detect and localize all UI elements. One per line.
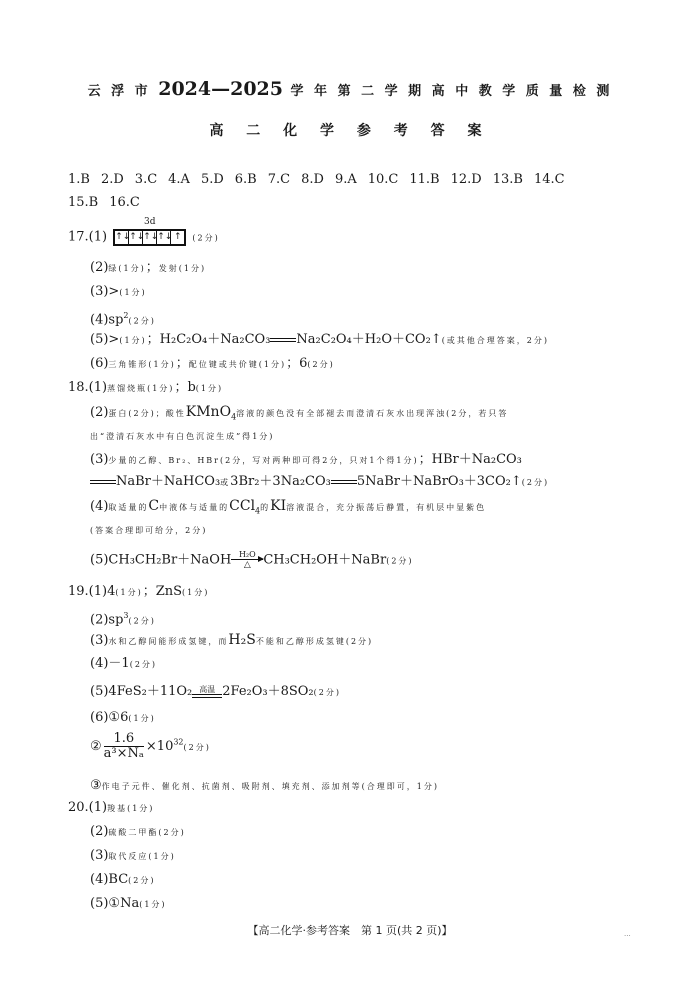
equals-sign: [270, 338, 296, 342]
answer-text: BC: [108, 872, 129, 887]
answer-text: sp: [108, 312, 124, 328]
score: (2分，写对两种即可得2分，只对1个得1分): [220, 456, 419, 465]
q19-part3: [90, 632, 373, 650]
part-number: (5): [90, 332, 109, 347]
answer-text: >: [108, 284, 120, 299]
corner-dots: ...: [624, 930, 631, 938]
part-number: (6): [90, 356, 109, 371]
mcq-answer: 10.C: [367, 172, 399, 187]
page-footer: 【高二化学·参考答案 第 1 页(共 2 页)】: [247, 924, 453, 937]
mcq-row-1: [68, 172, 576, 188]
part-number: (5): [90, 552, 109, 568]
title-term: 学 年 第 二 学 期 高 中 教 学 质 量 检 测: [290, 84, 613, 99]
equation-right: NaBr＋NaHCO₃: [116, 474, 221, 489]
score: (或其他合理答案，2分): [441, 336, 550, 345]
answer-text: ×10: [145, 739, 174, 754]
q19-part6-c: [90, 778, 439, 795]
part-number: (6): [90, 710, 109, 725]
formula: H₂S: [228, 632, 256, 648]
heat-symbol: △: [243, 560, 251, 570]
answer-text: －1: [108, 656, 130, 671]
mcq-answer: 5.D: [200, 172, 224, 187]
score: (2分): [521, 478, 550, 487]
separator: ；: [145, 260, 159, 275]
q19-part6-b: [90, 732, 211, 761]
superscript: 32: [173, 737, 184, 747]
sub-number: ③: [90, 778, 102, 793]
q20-part2: [90, 824, 186, 841]
equation-right: Na₂C₂O₄＋H₂O＋CO₂↑: [296, 332, 442, 347]
answer-text: 绿: [108, 264, 119, 273]
answer-text: ；ZnS: [142, 584, 183, 599]
score: (2分，若只答: [446, 409, 509, 418]
title-years: 2024—2025: [158, 78, 283, 100]
score: (1分): [139, 900, 167, 909]
score: (1分): [128, 714, 156, 723]
high-temp-equals: [192, 685, 222, 698]
score: 1分): [252, 432, 275, 441]
q17-part5: [90, 332, 549, 349]
score: (1分): [115, 588, 143, 597]
subscript: 4: [231, 412, 237, 422]
formula: KMnO: [185, 404, 232, 420]
reaction-condition: H₂O: [238, 550, 256, 559]
separator: ；: [175, 356, 189, 371]
equation-left: ；H₂C₂O₄＋Na₂CO₃: [146, 332, 271, 347]
part-number: (2): [90, 612, 109, 628]
mcq-answer: 15.B: [68, 195, 99, 210]
q19-part5: [90, 684, 341, 701]
part-number: (3): [90, 452, 109, 467]
answer-text: ①Na: [108, 896, 140, 911]
q19-part6: [90, 710, 156, 727]
part-number: (5): [90, 896, 109, 911]
score: (2分): [345, 637, 374, 646]
mcq-row-2: [68, 195, 151, 211]
score: (2分): [307, 360, 335, 369]
equation-right: CH₃CH₂OH＋NaBr: [263, 552, 387, 568]
mcq-answer: 9.A: [334, 172, 357, 187]
formula: KI: [270, 498, 287, 514]
exam-subtitle: 高 二 化 学 参 考 答 案: [209, 123, 491, 139]
score: (答案合理即可给分，2分): [90, 526, 208, 535]
connector-text: 或: [220, 478, 231, 487]
q17-part3: [90, 284, 147, 301]
mcq-answer: 12.D: [450, 172, 482, 187]
score: (2分): [129, 660, 158, 669]
equals-sign: [331, 480, 357, 484]
orbital-box: ↑↓: [143, 232, 159, 242]
answer-text: ；6: [286, 356, 308, 371]
answer-text: 羧基: [107, 804, 128, 813]
score: (2分): [128, 876, 156, 885]
q20-part4: [90, 872, 156, 889]
superscript: 2: [123, 311, 129, 320]
score: (1分): [258, 360, 287, 369]
answer-text: 少量的乙醇、Br₂、HBr: [108, 456, 221, 465]
question-number: 20.(1): [68, 800, 108, 815]
question-number: 17.(1): [68, 229, 108, 245]
score: (2分): [313, 688, 341, 697]
q18-part5: [90, 550, 414, 570]
formula: C: [148, 498, 160, 514]
answer-text: 中液体与适量的: [159, 503, 230, 512]
question-number: 19.(1): [68, 584, 108, 599]
q20-part1: [68, 800, 154, 817]
mcq-answer: 2.D: [100, 172, 124, 187]
q17-part4: [90, 308, 156, 329]
orbital-diagram: [113, 217, 186, 246]
equation-right: 2Fe₂O₃＋8SO₂: [222, 684, 314, 699]
part-number: (2): [90, 260, 109, 275]
part-number: (4): [90, 656, 109, 671]
answer-text: 硫酸二甲酯: [108, 828, 159, 837]
answer-text: 三角锥形: [108, 360, 149, 369]
question-number: 18.(1): [68, 380, 108, 395]
score: (1分): [118, 264, 146, 273]
score: (1分): [178, 264, 207, 273]
q20-part3: [90, 848, 176, 865]
part-number: (4): [90, 499, 109, 514]
score: (合理即可，1分): [361, 782, 439, 791]
score: (1分): [195, 384, 224, 393]
answer-text: ；酸性: [155, 409, 186, 418]
fraction: [104, 732, 144, 761]
q20-part5: [90, 896, 167, 913]
part-number: (4): [90, 872, 109, 887]
orbital-box: ↑↓: [129, 232, 145, 242]
q17-part2: [90, 260, 206, 277]
sub-number: ②: [90, 739, 102, 754]
score: (2分): [192, 233, 220, 243]
mcq-answer: 7.C: [267, 172, 291, 187]
orbital-label: 3d: [143, 217, 156, 227]
answer-text: ；b: [174, 380, 196, 395]
part-number: (3): [90, 284, 109, 299]
score: (1分): [148, 360, 176, 369]
answer-text: 蛋白: [108, 409, 129, 418]
reaction-arrow: [231, 550, 263, 570]
q17-part6: [90, 356, 335, 373]
answer-text: 作电子元件、催化剂、抗菌剂、吸附剂、填充剂、添加剂等: [101, 782, 362, 791]
q18-part2-cont: [90, 428, 274, 445]
answer-text: 不能和乙醇形成氢键: [255, 637, 346, 646]
answer-text: 溶液的颜色没有全部褪去而澄清石灰水出现浑浊: [236, 409, 447, 418]
mcq-answer: 3.C: [134, 172, 158, 187]
reaction-condition: 高温: [199, 685, 216, 694]
score: (1分): [147, 384, 175, 393]
answer-text: 配位键或共价键: [188, 360, 259, 369]
exam-title: [0, 78, 700, 100]
orbital-box: ↑: [173, 232, 182, 242]
part-number: (4): [90, 312, 109, 328]
answer-text: 的: [260, 503, 271, 512]
score: (2分): [128, 316, 156, 326]
answer-text: ①6: [108, 710, 129, 725]
orbital-box: ↑↓: [157, 232, 173, 242]
score: (1分): [182, 588, 210, 597]
score: (2分): [128, 409, 156, 418]
answer-text: 蒸馏烧瓶: [107, 384, 148, 393]
score: (1分): [148, 852, 176, 861]
mcq-answer: 16.C: [109, 195, 140, 210]
score: (2分): [158, 828, 186, 837]
equation-left: 3Br₂＋3Na₂CO₃: [230, 474, 331, 489]
part-number: (2): [90, 405, 109, 420]
part-number: (3): [90, 848, 109, 863]
answer-text: 发射: [158, 264, 179, 273]
q18-part4: [90, 498, 486, 520]
score: (2分): [386, 556, 414, 566]
fraction-denominator: a³×Nₐ: [103, 746, 144, 761]
answer-text: sp: [108, 612, 124, 628]
mcq-answer: 13.B: [492, 172, 523, 187]
answer-text: >: [108, 332, 120, 347]
q18-part4-cont: [90, 522, 207, 539]
equation-left: ；HBr＋Na₂CO₃: [418, 452, 522, 467]
answer-text: 取适量的: [108, 503, 149, 512]
q18-part2: [90, 404, 508, 426]
subscript: 4: [255, 506, 261, 516]
fraction-numerator: 1.6: [104, 732, 144, 747]
score: (1分): [127, 804, 155, 813]
orbital-box: ↑↓: [115, 232, 131, 242]
title-city: 云 浮 市: [87, 84, 151, 99]
answer-text: 取代反应: [108, 852, 149, 861]
q18-part3: [90, 452, 522, 469]
part-number: (3): [90, 633, 109, 648]
q19-part1: [68, 584, 209, 601]
mcq-answer: 11.B: [409, 172, 440, 187]
formula: CCl: [229, 498, 256, 514]
part-number: (2): [90, 824, 109, 839]
score: (2分): [183, 743, 211, 752]
q18-part3-cont: [90, 474, 549, 491]
mcq-answer: 8.D: [301, 172, 324, 187]
mcq-answer: 6.B: [234, 172, 257, 187]
q19-part4: [90, 656, 157, 673]
q19-part2: [90, 608, 156, 629]
answer-text: 4: [107, 584, 116, 599]
equation-right: 5NaBr＋NaBrO₃＋3CO₂↑: [356, 474, 522, 489]
part-number: (5): [90, 684, 109, 699]
equation-left: CH₃CH₂Br＋NaOH: [108, 552, 232, 568]
mcq-answer: 1.B: [68, 172, 90, 187]
score: (1分): [119, 336, 147, 345]
score: (1分): [119, 288, 147, 297]
answer-text: 水和乙醇间能形成氢键，而: [108, 637, 229, 646]
superscript: 3: [123, 611, 129, 620]
answer-text: 溶液混合，充分振荡后静置，有机层中显紫色: [286, 503, 487, 512]
q18-part1: [68, 380, 223, 397]
equals-sign: [90, 480, 116, 484]
answer-text: 出“澄清石灰水中有白色沉淀生成”得: [90, 432, 253, 441]
q17-part1: [68, 217, 220, 247]
mcq-answer: 4.A: [168, 172, 190, 187]
equation-left: 4FeS₂＋11O₂: [108, 684, 193, 699]
score: (2分): [128, 616, 156, 626]
mcq-answer: 14.C: [533, 172, 565, 187]
